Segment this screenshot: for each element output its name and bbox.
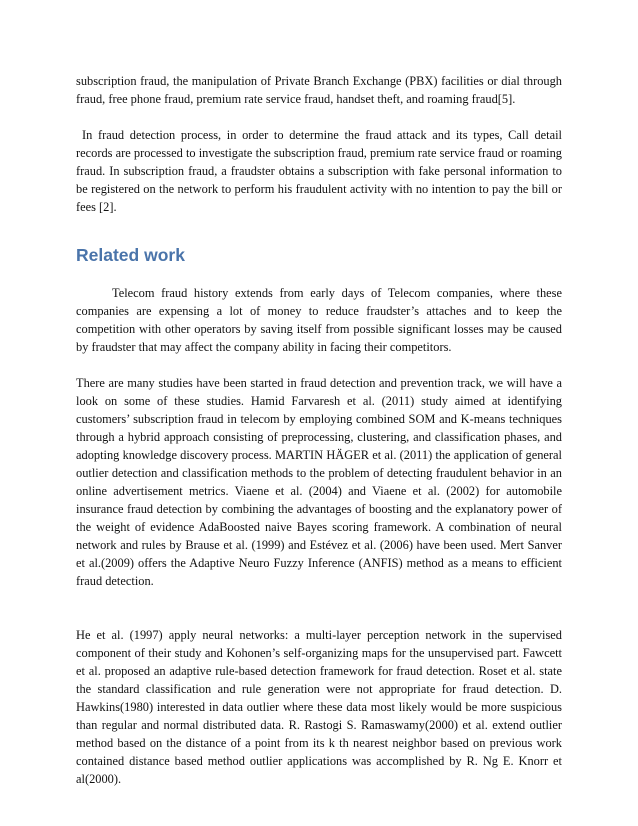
paragraph-fraud-studies: There are many studies have been started in fraud detection and prevention track, we will have a look on some of these studies. Hamid Farvaresh et al. (2011) study aimed at identifying customers’ subscription fraud in telecom by employing combined SOM and K-means techniques through a hybrid approach consisting of preprocessing, clustering, and classification phases, and adopting knowledge discovery process. MARTIN HÄGER et al. (2011) the application of general outlier detection and classification methods to the problem of detecting fraudulent behavior in an online advertisement metrics. Viaene et al. (2004) and Viaene et al. (2002) for automobile insurance fraud detection by combining the advantages of boosting and the explanatory power of the weight of evidence AdaBoosted naive Bayes scoring framework. A combination of neural network and rules by Brause et al. (1999) and Estévez et al. (2006) have been used. Mert Sanver et al.(2009) offers the Adaptive Neuro Fuzzy Inference (ANFIS) method as a means to efficient fraud detection. — [76, 376, 562, 588]
document-page — [76, 72, 562, 788]
paragraph-neural-networks: He et al. (1997) apply neural networks: a multi-layer perception network in the supervised component of their study and Kohonen’s self-organizing maps for the unsupervised part. Fawcett et al. proposed an adaptive rule-based detection framework for fraud detection. Roset et al. state the standard classification and rule generation were not appropriate for fraud detection. D. Hawkins(1980) interested in data outlier where these data most likely would be more suspicious than regular and normal distributed data. R. Rastogi S. Ramaswamy(2000) et al. extend outlier method based on the distance of a point from its k th nearest neighbor based on previous work contained distance based method outlier applications was accomplished by R. Ng E. Knorr et al(2000). — [76, 628, 562, 786]
section-heading: Related work — [76, 245, 185, 265]
paragraph-fraud-detection-process: In fraud detection process, in order to determine the fraud attack and its types, Call detail records are processed to investigate the subscription fraud, premium rate service fraud or roaming fraud. In subscription fraud, a fraudster obtains a subscription with fake personal information to be registered on the network to perform his fraudulent activity with no intention to pay the bill or fees [2]. — [76, 128, 562, 214]
paragraph-fraud-types: subscription fraud, the manipulation of Private Branch Exchange (PBX) facilities or dial through fraud, free phone fraud, premium rate service fraud, handset theft, and roaming fraud[5]. — [76, 74, 562, 106]
paragraph-telecom-fraud-history: Telecom fraud history extends from early days of Telecom companies, where these companies are expensing a lot of money to reduce fraudster’s attaches and to keep the competition with other operators by saving itself from possible significant losses may be caused by fraudster that may affect the company ability in facing their competitors. — [76, 286, 562, 354]
